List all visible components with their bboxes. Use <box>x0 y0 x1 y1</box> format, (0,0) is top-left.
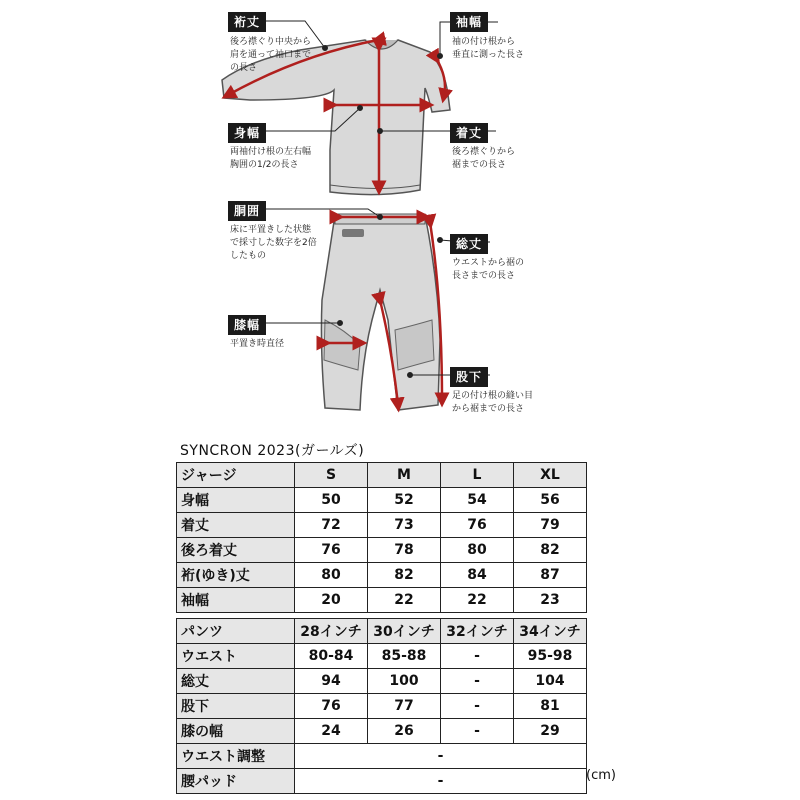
table-row <box>177 513 587 538</box>
knee-tag: 膝幅 <box>228 315 266 335</box>
sleeve-width-tag: 袖幅 <box>450 12 488 32</box>
table-cell: 26 <box>368 719 441 744</box>
table-cell: 23 <box>514 588 587 613</box>
table-cell: 80 <box>295 563 368 588</box>
table-cell: 78 <box>368 538 441 563</box>
table-row <box>177 744 587 769</box>
row-label: 総丈 <box>177 669 295 694</box>
table-cell: - <box>295 769 587 794</box>
jersey-size-table <box>176 462 587 613</box>
table-row <box>177 694 587 719</box>
table-cell: 56 <box>514 488 587 513</box>
table-row <box>177 538 587 563</box>
table-cell: 24 <box>295 719 368 744</box>
waist-tag: 胴囲 <box>228 201 266 221</box>
table-cell: 104 <box>514 669 587 694</box>
table-cell: - <box>441 694 514 719</box>
row-label: 後ろ着丈 <box>177 538 295 563</box>
table-row <box>177 769 587 794</box>
table-cell: 20 <box>295 588 368 613</box>
header-cell: 28インチ <box>295 619 368 644</box>
table-cell: 94 <box>295 669 368 694</box>
table-cell: 80-84 <box>295 644 368 669</box>
total-length-tag: 総丈 <box>450 234 488 254</box>
body-width-description: 両袖付け根の左右幅 胸囲の1/2の長さ <box>230 147 312 170</box>
table-cell: 84 <box>441 563 514 588</box>
table-header-row <box>177 463 587 488</box>
header-cell: M <box>368 463 441 488</box>
inseam-description: 足の付け根の縫い目 から裾までの長さ <box>452 391 534 414</box>
table-cell: 22 <box>368 588 441 613</box>
length-tag: 着丈 <box>450 123 488 143</box>
table-cell: 79 <box>514 513 587 538</box>
table-cell: 72 <box>295 513 368 538</box>
header-cell: ジャージ <box>177 463 295 488</box>
total-length-description: ウエストから裾の 長さまでの長さ <box>452 258 525 281</box>
row-label: 裄(ゆき)丈 <box>177 563 295 588</box>
table-row <box>177 719 587 744</box>
row-label: 股下 <box>177 694 295 719</box>
table-cell: 29 <box>514 719 587 744</box>
table-cell: 77 <box>368 694 441 719</box>
table-cell: 50 <box>295 488 368 513</box>
sleeve-width-description: 袖の付け根から 垂直に測った長さ <box>452 37 525 60</box>
header-cell: パンツ <box>177 619 295 644</box>
header-cell: 32インチ <box>441 619 514 644</box>
table-cell: 100 <box>368 669 441 694</box>
yuki-tag: 裄丈 <box>228 12 266 32</box>
row-label: 膝の幅 <box>177 719 295 744</box>
waist-description: 床に平置きした状態 で採寸した数字を2倍 したもの <box>230 225 317 261</box>
table-cell: - <box>441 719 514 744</box>
table-row <box>177 644 587 669</box>
table-cell: 82 <box>368 563 441 588</box>
length-description: 後ろ襟ぐりから 裾までの長さ <box>452 147 516 170</box>
table-cell: 73 <box>368 513 441 538</box>
row-label: 身幅 <box>177 488 295 513</box>
table-cell: 95-98 <box>514 644 587 669</box>
table-cell: 54 <box>441 488 514 513</box>
body-width-tag: 身幅 <box>228 123 266 143</box>
table-cell: 76 <box>295 538 368 563</box>
header-cell: 30インチ <box>368 619 441 644</box>
table-cell: 85-88 <box>368 644 441 669</box>
pants-size-table <box>176 618 587 794</box>
knee-description: 平置き時直径 <box>230 339 285 349</box>
header-cell: S <box>295 463 368 488</box>
table-cell: 87 <box>514 563 587 588</box>
pants-shape <box>321 214 440 410</box>
table-cell: 76 <box>295 694 368 719</box>
row-label: ウエスト <box>177 644 295 669</box>
table-cell: - <box>295 744 587 769</box>
table-row <box>177 563 587 588</box>
table-cell: 81 <box>514 694 587 719</box>
row-label: 着丈 <box>177 513 295 538</box>
table-cell: 82 <box>514 538 587 563</box>
header-cell: L <box>441 463 514 488</box>
header-cell: XL <box>514 463 587 488</box>
table-cell: 52 <box>368 488 441 513</box>
inseam-tag: 股下 <box>450 367 488 387</box>
table-cell: 76 <box>441 513 514 538</box>
table-row <box>177 588 587 613</box>
yuki-description: 後ろ襟ぐり中央から 肩を通って袖口まで の長さ <box>230 37 312 73</box>
table-cell: 22 <box>441 588 514 613</box>
row-label: ウエスト調整 <box>177 744 295 769</box>
table-header-row <box>177 619 587 644</box>
header-cell: 34インチ <box>514 619 587 644</box>
unit-label: (cm) <box>586 768 616 783</box>
row-label: 袖幅 <box>177 588 295 613</box>
table-row <box>177 669 587 694</box>
table-row <box>177 488 587 513</box>
size-chart-title: SYNCRON 2023(ガールズ) <box>180 443 365 459</box>
table-cell: 80 <box>441 538 514 563</box>
row-label: 腰パッド <box>177 769 295 794</box>
table-cell: - <box>441 669 514 694</box>
table-cell: - <box>441 644 514 669</box>
